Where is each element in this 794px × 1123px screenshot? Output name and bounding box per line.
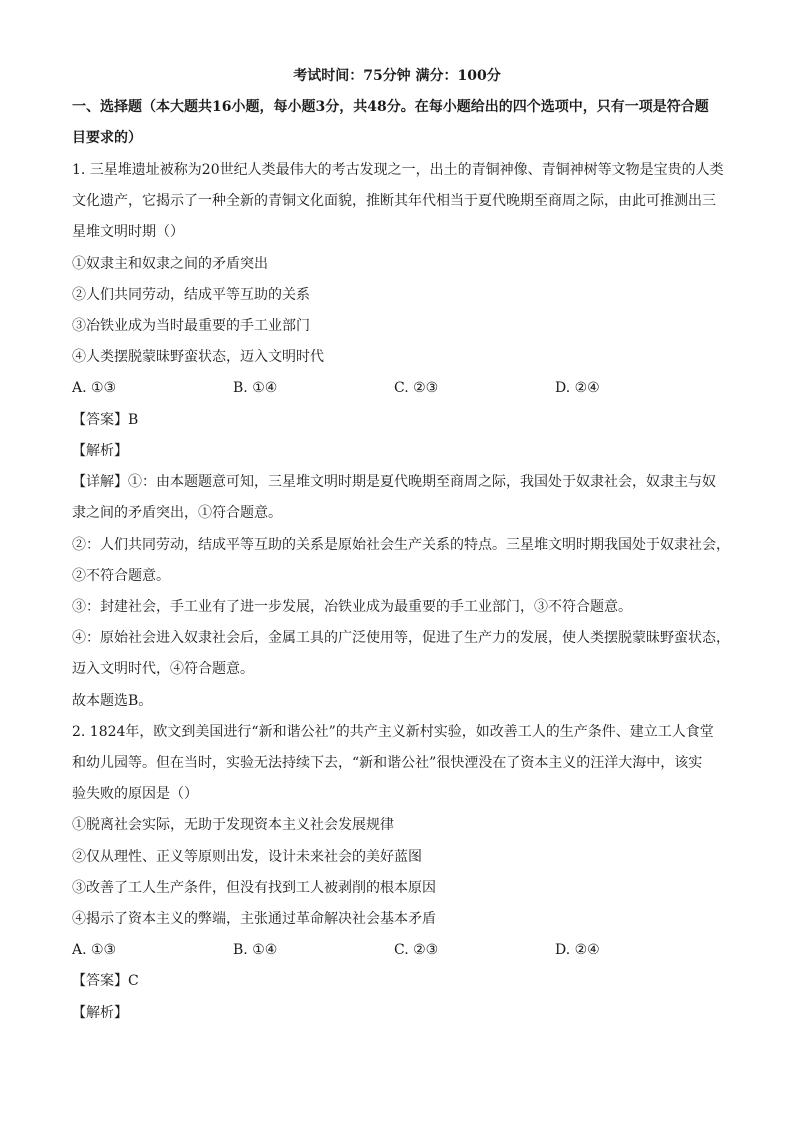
q1-statement: ③冶铁业成为当时最重要的手工业部门 (72, 318, 310, 334)
q1-stem-line: 星堆文明时期（） (72, 224, 184, 240)
q2-options (72, 940, 724, 960)
q2-option-d: D. ②④ (555, 942, 600, 958)
q1-answer: 【答案】B (72, 412, 139, 428)
q2-stem-line: 和幼儿园等。但在当时，实验无法持续下去，“新和谐公社”很快湮没在了资本主义的汪洋大海中，该实 (72, 755, 703, 771)
q2-analysis-label: 【解析】 (72, 1005, 128, 1021)
q1-stem-line: 文化遗产，它揭示了一种全新的青铜文化面貌，推断其年代相当于夏代晚期至商周之际，由此可推测出三 (72, 193, 716, 209)
q1-statement: ④人类摆脱蒙昧野蛮状态，迈入文明时代 (72, 349, 324, 365)
q1-detail-line: 隶之间的矛盾突出，①符合题意。 (72, 505, 282, 521)
q1-detail-line: ③：封建社会，手工业有了进一步发展，冶铁业成为最重要的手工业部门，③不符合题意。 (72, 599, 632, 615)
q1-detail-line: ②不符合题意。 (72, 568, 170, 584)
q1-option-d: D. ②④ (555, 380, 600, 396)
q2-answer: 【答案】C (72, 973, 139, 989)
section-title-cont: 目要求的） (72, 130, 142, 146)
q1-option-b: B. ①④ (233, 380, 278, 396)
q1-statement: ①奴隶主和奴隶之间的矛盾突出 (72, 256, 268, 272)
q2-stem-line: 验失败的原因是（） (72, 786, 198, 802)
q1-analysis-label: 【解析】 (72, 443, 128, 459)
q1-options (72, 378, 724, 398)
q1-stem-line: 1. 三星堆遗址被称为20世纪人类最伟大的考古发现之一，出土的青铜神像、青铜神树等文物是宝贵的人类 (72, 162, 724, 178)
section-title: 一、选择题（本大题共16小题，每小题3分，共48分。在每小题给出的四个选项中，只有一项是符合题 (72, 99, 709, 115)
exam-header: 考试时间：75分钟 满分：100分 (293, 68, 501, 84)
q2-option-c: C. ②③ (394, 942, 439, 958)
q1-option-a: A. ①③ (72, 380, 117, 396)
q1-detail-line: ②：人们共同劳动，结成平等互助的关系是原始社会生产关系的特点。三星堆文明时期我国处于奴隶社会， (72, 537, 730, 553)
q2-stem-line: 2. 1824年，欧文到美国进行“新和谐公社”的共产主义新村实验，如改善工人的生产条件、建立工人食堂 (72, 724, 714, 740)
q2-statement: ④揭示了资本主义的弊端，主张通过革命解决社会基本矛盾 (72, 911, 436, 927)
q2-option-a: A. ①③ (72, 942, 117, 958)
q1-option-c: C. ②③ (394, 380, 439, 396)
q1-detail-line: 迈入文明时代，④符合题意。 (72, 661, 254, 677)
q2-statement: ③改善了工人生产条件，但没有找到工人被剥削的根本原因 (72, 880, 436, 896)
q2-statement: ②仅从理性、正义等原则出发，设计未来社会的美好蓝图 (72, 849, 422, 865)
q1-detail-line: 故本题选B。 (72, 693, 153, 709)
q1-detail-line: 【详解】①：由本题题意可知，三星堆文明时期是夏代晚期至商周之际，我国处于奴隶社会，奴隶主与奴 (72, 474, 716, 490)
q2-option-b: B. ①④ (233, 942, 278, 958)
q1-detail-line: ④：原始社会进入奴隶社会后，金属工具的广泛使用等，促进了生产力的发展，使人类摆脱蒙昧野蛮状态， (72, 630, 730, 646)
q1-statement: ②人们共同劳动，结成平等互助的关系 (72, 287, 310, 303)
q2-statement: ①脱离社会实际，无助于发现资本主义社会发展规律 (72, 817, 394, 833)
